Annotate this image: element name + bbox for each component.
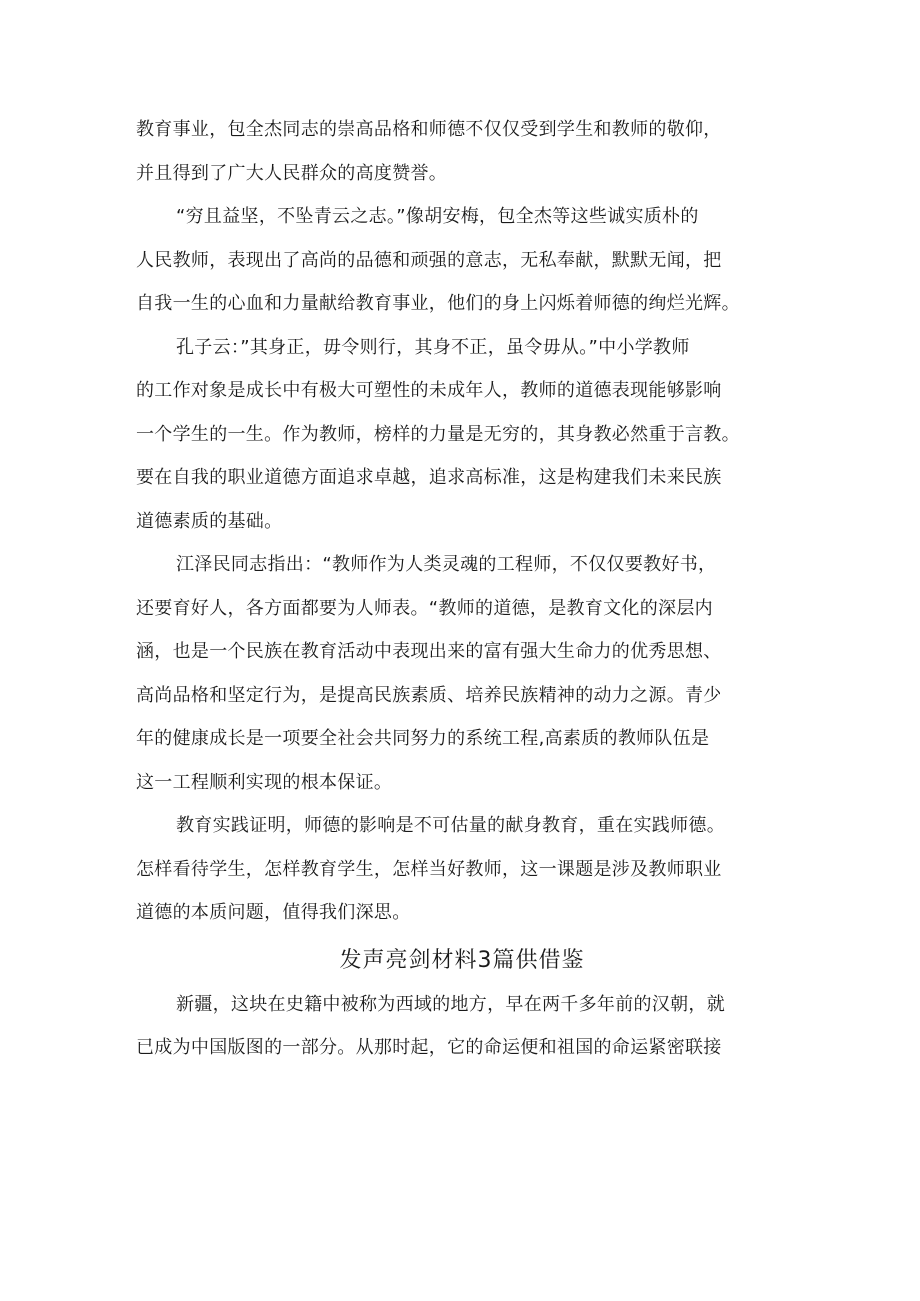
text-line: 的工作对象是成长中有极大可塑性的未成年人，教师的道德表现能够影响 xyxy=(136,380,722,401)
text-line: 道德的本质问题，值得我们深思。 xyxy=(136,902,411,923)
text-line: 江泽民同志指出：“教师作为人类灵魂的工程师，不仅仅要教好书， xyxy=(176,554,717,575)
text-line: 怎样看待学生，怎样教育学生，怎样当好教师，这一课题是涉及教师职业 xyxy=(136,858,722,880)
text-line: 教育实践证明，师德的影响是不可估量的献身教育，重在实践师德。 xyxy=(176,815,725,836)
paragraph-3 xyxy=(136,326,788,544)
paragraph-2 xyxy=(136,195,788,326)
text-line: 要在自我的职业道德方面追求卓越，追求高标准，这是构建我们未来民族 xyxy=(136,467,722,488)
text-line: 涵，也是一个民族在教育活动中表现出来的富有强大生命力的优秀思想、 xyxy=(136,641,722,662)
text-line: 道德素质的基础。 xyxy=(136,510,283,532)
text-line: 一个学生的一生。作为教师，榜样的力量是无穷的，其身教必然重于言教。 xyxy=(136,423,740,445)
paragraph-4 xyxy=(136,543,788,804)
text-line: 自我一生的心血和力量献给教育事业，他们的身上闪烁着师德的绚烂光辉。 xyxy=(136,293,740,314)
text-line: “穷且益坚，不坠青云之志。”像胡安梅，包全杰等这些诚实质朴的 xyxy=(176,206,699,227)
text-line: 年的健康成长是一项要全社会共同努力的系统工程,高素质的教师队伍是 xyxy=(136,728,710,749)
document-page xyxy=(136,108,788,1070)
paragraph-1 xyxy=(136,108,788,195)
closing-paragraph xyxy=(136,983,788,1070)
text-line: 高尚品格和坚定行为，是提高民族素质、培养民族精神的动力之源。青少 xyxy=(136,684,722,706)
text-line: 这一工程顺利实现的根本保证。 xyxy=(136,771,393,793)
text-line: 教育事业，包全杰同志的崇高品格和师德不仅仅受到学生和教师的敬仰， xyxy=(136,119,722,140)
section-heading: 发声亮剑材料3篇供借鉴 xyxy=(339,947,585,973)
paragraph-5 xyxy=(136,804,788,935)
text-line: 人民教师，表现出了高尚的品德和顽强的意志，无私奉献，默默无闻，把 xyxy=(136,249,722,271)
text-line: 还要育好人，各方面都要为人师表。“教师的道德，是教育文化的深层内 xyxy=(136,597,713,619)
text-line: 已成为中国版图的一部分。从那时起，它的命运便和祖国的命运紧密联接 xyxy=(136,1037,722,1058)
text-line: 孔子云：”其身正，毋令则行，其身不正，虽令毋从。”中小学教师 xyxy=(176,336,690,358)
text-line: 并且得到了广大人民群众的高度赞誉。 xyxy=(136,162,448,184)
text-line: 新疆，这块在史籍中被称为西域的地方，早在两千多年前的汉朝，就 xyxy=(176,993,725,1015)
